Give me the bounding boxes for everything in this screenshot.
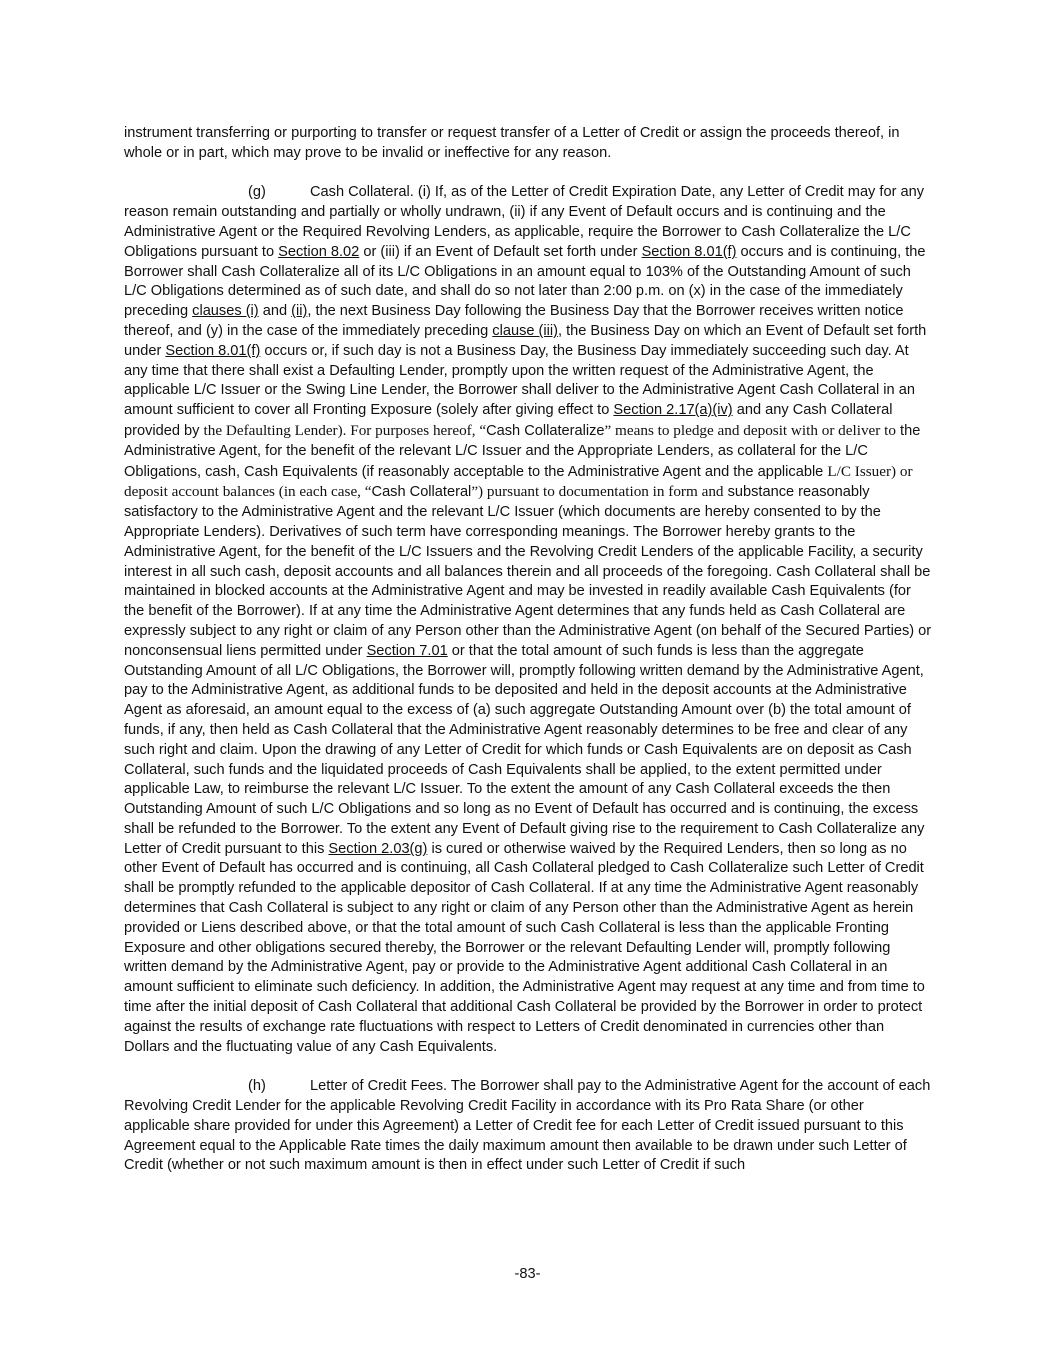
section-ref-8-01f: Section 8.01(f) [641,243,737,260]
section-g-paragraph [124,183,932,1057]
section-g-text-1: (i) If, as of the Letter of Credit Expiration Date, any Letter of Credit may for any reason remain outstanding and partially or wholly undrawn, (ii) if any Event of Default occurs and is continuing and the Administrative Agent or the Required Revolving Lenders, as applicable, require the Borrower to Cash Collateralize the L/C Obligations pursuant to [124,184,925,260]
section-g-text-11: or that the total amount of such funds is less than the aggregate Outstanding Amount of all L/C Obligations, the Borrower will, promptly following written demand by the Administrative Agent, pay to the Administrative Agent, as additional funds to be deposited and held in the deposit accounts at the Administrative Agent as aforesaid, an amount equal to the excess of (a) such aggregate Outstanding Amount over (b) the total amount of funds, if any, then held as Cash Collateral that the Administrative Agent reasonably determines to be free and clear of any such right and claim. Upon the drawing of any Letter of Credit for which funds or Cash Equivalents are on deposit as Cash Collateral, such funds and the liquidated proceeds of Cash Equivalents shall be applied, to the extent permitted under applicable Law, to reimburse the relevant L/C Issuer. To the extent the amount of any Cash Collateral exceeds the then Outstanding Amount of such L/C Obligations and so long as no Event of Default has occurred and is continuing, the excess shall be refunded to the Borrower. To the extent any Event of Default giving rise to the requirement to Cash Collateralize any Letter of Credit pursuant to this [124,642,925,857]
section-g-serif-2: ” means to pledge and deposit with or deliver to [604,421,896,439]
section-ref-8-01f-second: Section 8.01(f) [165,342,261,359]
page-number: -83- [514,1266,541,1282]
defined-term-cash-collateral: Cash Collateral [371,484,472,501]
clause-ref-iii: clause (iii) [492,322,558,339]
section-g-text-9: the Administrative Agent, for the benefit of the relevant L/C Issuer and the Appropriate Lenders, as collateral for the L/C Obligations, cash, Cash Equivalents (if reasonably acceptable to the Administrative Agent and the applicable [124,422,921,480]
section-g-label: (g) [248,184,266,201]
clause-ref-i: clauses (i) [192,303,259,320]
section-h-title: Letter of Credit Fees. [310,1078,448,1095]
section-g-text-3: occurs and is continuing, the Borrower shall Cash Collateralize all of its L/C Obligations in an amount equal to 103% of the Outstanding Amount of such L/C Obligations determined as of such date, and shall do so not later than 2:00 p.m. on (x) in the case of the immediately preceding [124,243,926,320]
section-h-label: (h) [248,1078,266,1095]
defined-term-cash-collateralize: Cash Collateralize [486,422,605,439]
section-g-title: Cash Collateral. [310,184,414,201]
paragraph-spacer [124,1057,932,1077]
section-g-serif-1: the Defaulting Lender). For purposes hereof, “ [203,421,487,439]
section-h-paragraph [124,1077,932,1176]
section-g-text-8: and any Cash Collateral provided by [124,402,893,439]
section-ref-8-02: Section 8.02 [278,243,360,260]
section-g-text-4: and [258,303,292,320]
document-page [124,124,932,1176]
section-ref-7-01: Section 7.01 [366,642,448,659]
section-g-text-5: , the next Business Day following the Business Day that the Borrower receives written notice thereof, and (y) in the case of the immediately preceding [124,303,904,339]
section-ref-2-03g: Section 2.03(g) [328,840,428,857]
section-g-serif-4: ”) pursuant to documentation in form and [471,483,724,501]
section-g-serif-3: L/C Issuer) or deposit account balances (in each case, “ [124,462,913,501]
section-g-text-10: substance reasonably satisfactory to the Administrative Agent and the relevant L/C Issuer (which documents are hereby consented to by the Appropriate Lenders). Derivatives of such term have corresponding meanings. The Borrower hereby grants to the Administrative Agent, for the benefit of the L/C Issuers and the Revolving Credit Lenders of the applicable Facility, a security interest in all such cash, deposit accounts and all balances therein and all proceeds of the foregoing. Cash Collateral shall be maintained in blocked accounts at the Administrative Agent and may be invested in readily available Cash Equivalents (for the benefit of the Borrower). If at any time the Administrative Agent determines that any funds held as Cash Collateral are expressly subject to any right or claim of any Person other than the Administrative Agent (on behalf of the Secured Parties) or nonconsensual liens permitted under [124,484,932,659]
section-h-text: The Borrower shall pay to the Administrative Agent for the account of each Revolving Credit Lender for the applicable Revolving Credit Facility in accordance with its Pro Rata Share (or other applicable share provided for under this Agreement) a Letter of Credit fee for each Letter of Credit issued pursuant to this Agreement equal to the Applicable Rate times the daily maximum amount then available to be drawn under such Letter of Credit (whether or not such maximum amount is then in effect under such Letter of Credit if such [124,1078,931,1174]
paragraph-spacer [124,164,932,184]
section-g-text-12: is cured or otherwise waived by the Required Lenders, then so long as no other Event of Default has occurred and is continuing, all Cash Collateral pledged to Cash Collateralize such Letter of Credit shall be promptly refunded to the applicable depositor of Cash Collateral. If at any time the Administrative Agent reasonably determines that Cash Collateral is subject to any right or claim of any Person other than the Administrative Agent as herein provided or Liens described above, or that the total amount of such Cash Collateral is less than the applicable Fronting Exposure and other obligations secured thereby, the Borrower or the relevant Defaulting Lender will, promptly following written demand by the Administrative Agent, pay or provide to the Administrative Agent additional Cash Collateral in an amount sufficient to eliminate such deficiency. In addition, the Administrative Agent may request at any time and from time to time after the initial deposit of Cash Collateral that additional Cash Collateral be provided by the Borrower in order to protect against the results of exchange rate fluctuations with respect to Letters of Credit denominated in currencies other than Dollars and the fluctuating value of any Cash Equivalents. [124,840,925,1055]
section-g-text-7: occurs or, if such day is not a Business Day, the Business Day immediately succeeding such day. At any time that there shall exist a Defaulting Lender, promptly upon the written request of the Administrative Agent, the applicable L/C Issuer or the Swing Line Lender, the Borrower shall deliver to the Administrative Agent Cash Collateral in an amount sufficient to cover all Fronting Exposure (solely after giving effect to [124,342,915,419]
section-g-text-2: or (iii) if an Event of Default set forth under [359,243,642,260]
section-g-text-6: , the Business Day on which an Event of Default set forth under [124,322,927,359]
section-ref-2-17: Section 2.17(a)(iv) [613,402,733,419]
clause-ref-ii: (ii) [291,303,308,320]
continuation-text: instrument transferring or purporting to transfer or request transfer of a Letter of Credit or assign the proceeds thereof, in whole or in part, which may prove to be invalid or ineffective for any reason. [124,125,900,161]
continuation-paragraph [124,124,932,164]
